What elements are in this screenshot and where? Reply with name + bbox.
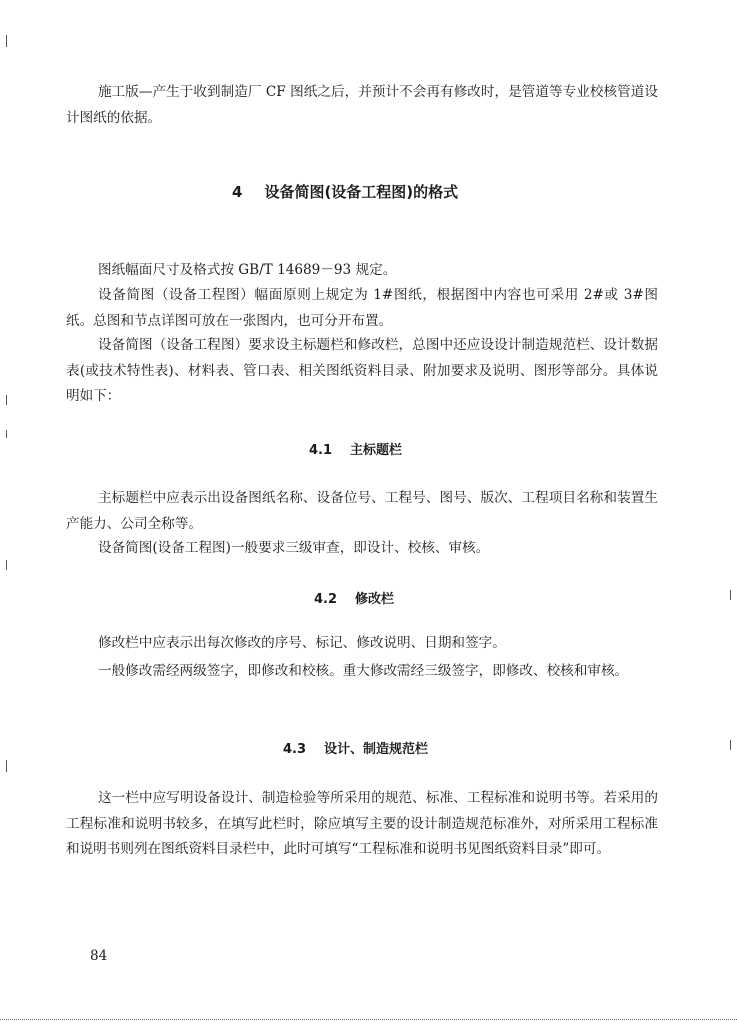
section-4-1-number: 4.1 — [309, 443, 333, 458]
intro-paragraph: 施工版—产生于收到制造厂 CF 图纸之后，并预计不会再有修改时，是管道等专业校核管道设计图纸的依据。 — [66, 84, 658, 126]
section-4-3-heading — [283, 738, 428, 757]
section-4-paragraph-3: 设备简图（设备工程图）要求设主标题栏和修改栏，总图中还应设设计制造规范栏、设计数据表(或技术特性表)、材料表、管口表、相关图纸资料目录、附加要求及说明、图形等部分。具体说明如下： — [66, 337, 658, 404]
section-4-heading — [232, 181, 458, 202]
section-4-2-number: 4.2 — [314, 592, 338, 607]
scan-edge-mark — [730, 590, 731, 600]
section-4-3-title: 设计、制造规范栏 — [324, 742, 429, 757]
section-4-paragraph-1: 图纸幅面尺寸及格式按 GB/T 14689－93 规定。 — [98, 262, 397, 278]
section-4-title: 设备简图(设备工程图)的格式 — [264, 183, 459, 201]
section-4-2-title: 修改栏 — [355, 592, 395, 607]
section-4-1-paragraph-1: 主标题栏中应表示出设备图纸名称、设备位号、工程号、图号、版次、工程项目名称和装置生产能力、公司全称等。 — [66, 490, 658, 532]
section-4-2-paragraph-2: 一般修改需经两级签字，即修改和校核。重大修改需经三级签字，即修改、校核和审核。 — [98, 663, 629, 679]
scan-bottom-edge — [0, 1019, 737, 1020]
scan-edge-mark — [6, 560, 7, 570]
scan-edge-mark — [730, 740, 731, 750]
page-number: 84 — [90, 948, 108, 964]
section-4-number: 4 — [232, 183, 243, 201]
section-4-1-heading — [309, 439, 402, 458]
section-4-2-heading — [314, 588, 394, 607]
section-4-3-number: 4.3 — [283, 742, 307, 757]
section-4-1-paragraph-2: 设备简图(设备工程图)一般要求三级审查，即设计、校核、审核。 — [98, 540, 490, 556]
scan-edge-mark — [6, 395, 7, 405]
section-4-2-paragraph-1: 修改栏中应表示出每次修改的序号、标记、修改说明、日期和签字。 — [98, 635, 506, 651]
scan-edge-mark — [6, 35, 7, 47]
section-4-paragraph-2: 设备简图（设备工程图）幅面原则上规定为 1#图纸，根据图中内容也可采用 2#或 3#图纸。总图和节点详图可放在一张图内，也可分开布置。 — [66, 287, 658, 329]
scan-edge-mark — [6, 760, 7, 772]
section-4-3-paragraph-1: 这一栏中应写明设备设计、制造检验等所采用的规范、标准、工程标准和说明书等。若采用的工程标准和说明书较多，在填写此栏时，除应填写主要的设计制造规范标准外，对所采用工程标准和说明书则列在图纸资料目录栏中，此时可填写“工程标准和说明书见图纸资料目录”即可。 — [66, 790, 658, 857]
section-4-1-title: 主标题栏 — [350, 443, 403, 458]
scan-edge-mark — [6, 430, 7, 438]
